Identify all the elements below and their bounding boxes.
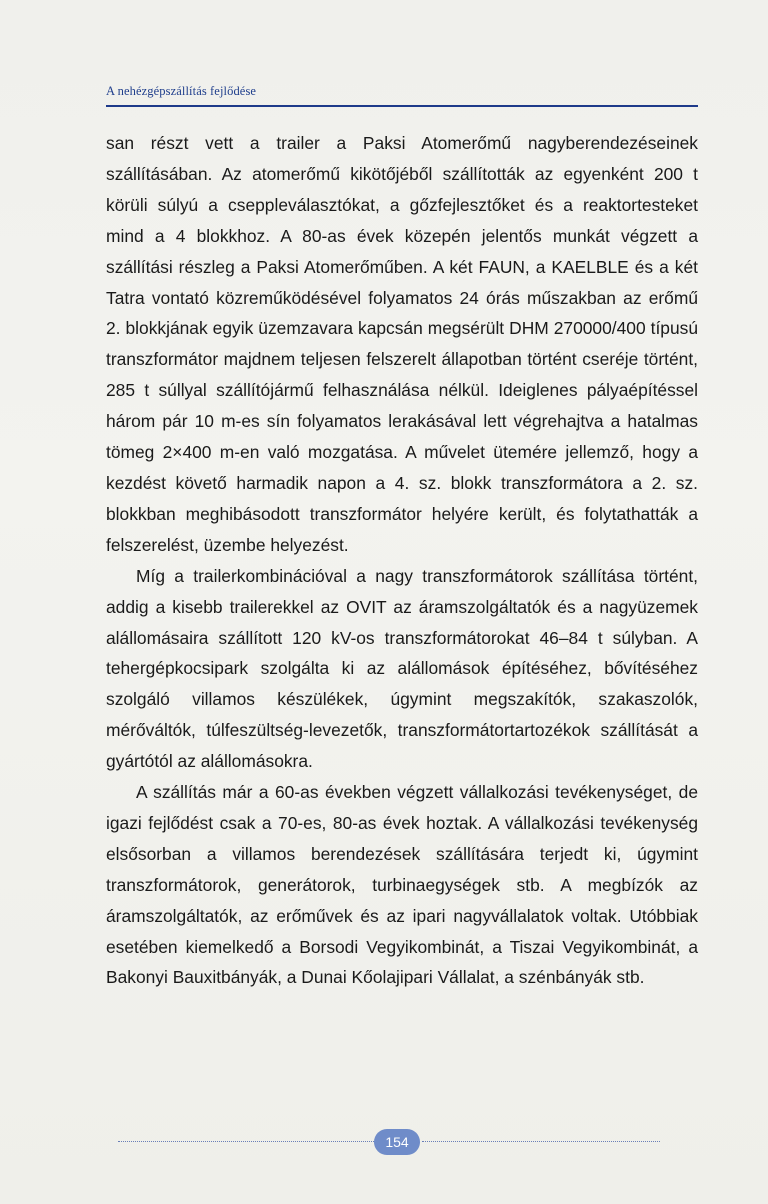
running-header: A nehézgépszállítás fejlődése xyxy=(106,84,257,98)
page-number-badge: 154 xyxy=(374,1129,420,1155)
paragraph: Míg a trailerkombinációval a nagy transzformátorok szállítása történt, addig a kisebb trailerekkel az OVIT az áramszolgáltatók és a nagyüzemek alállomásaira szállított 120 kV-os transzformátorokat 46–84 t súlyban. A tehergépkocsipark szolgálta ki az alállomások építéséhez, bővítéséhez szolgáló villamos készülékek, úgymint megszakítók, szakaszolók, mérőváltók, túlfeszültség-levezetők, transzformátortartozékok szállítását a gyártótól az alállomásokra. xyxy=(106,565,698,772)
footer-rule-right xyxy=(422,1141,660,1143)
paragraph: A szállítás már a 60-as években végzett vállalkozási tevékenységet, de igazi fejlődést csak a 70-es, 80-as évek hoztak. A vállalkozási tevékenység elsősorban a villamos berendezések szállítására terjedt ki, úgymint transzformátorok, generátorok, turbinaegységek stb. A megbízók az áramszolgáltatók, az erőművek és az ipari nagyvállalatok voltak. Utóbbiak esetében kiemelkedő a Borsodi Vegyikombinát, a Tiszai Vegyikombinát, a Bakonyi Bauxitbányák, a Dunai Kőolajipari Vállalat, a szénbányák stb. xyxy=(106,782,698,988)
footer-rule-left xyxy=(118,1141,374,1143)
body-text xyxy=(106,128,698,993)
header-rule xyxy=(106,105,698,107)
paragraph: san részt vett a trailer a Paksi Atomerőmű nagyberendezéseinek szállításában. Az atomerőmű kikötőjéből szállították az egyenként 200 t körüli súlyú a cseppleválasztókat, a gőzfejlesztőket és a reaktortesteket mind a 4 blokkhoz. A 80-as évek közepén jelentős munkát végzett a szállítási részleg a Paksi Atomerőműben. A két FAUN, a KAELBLE és a két Tatra vontató közreműködésével folyamatos 24 órás műszakban az erőmű 2. blokkjának egyik üzemzavara kapcsán megsérült DHM 270000/400 típusú transzformátor majdnem teljesen felszerelt állapotban történt cseréje történt, 285 t súllyal szállítójármű felhasználása nélkül. Ideiglenes pályaépítéssel három pár 10 m-es sín folyamatos lerakásával lett végrehajtva a hatalmas tömeg 2×400 m-en való mozgatása. A művelet ütemére jellemző, hogy a kezdést követő harmadik napon a 4. sz. blokk transzformátora a 2. sz. blokkban meghibásodott transzformátor helyére került, és folytathatták a felszerelést, üzembe helyezést. xyxy=(106,133,698,555)
